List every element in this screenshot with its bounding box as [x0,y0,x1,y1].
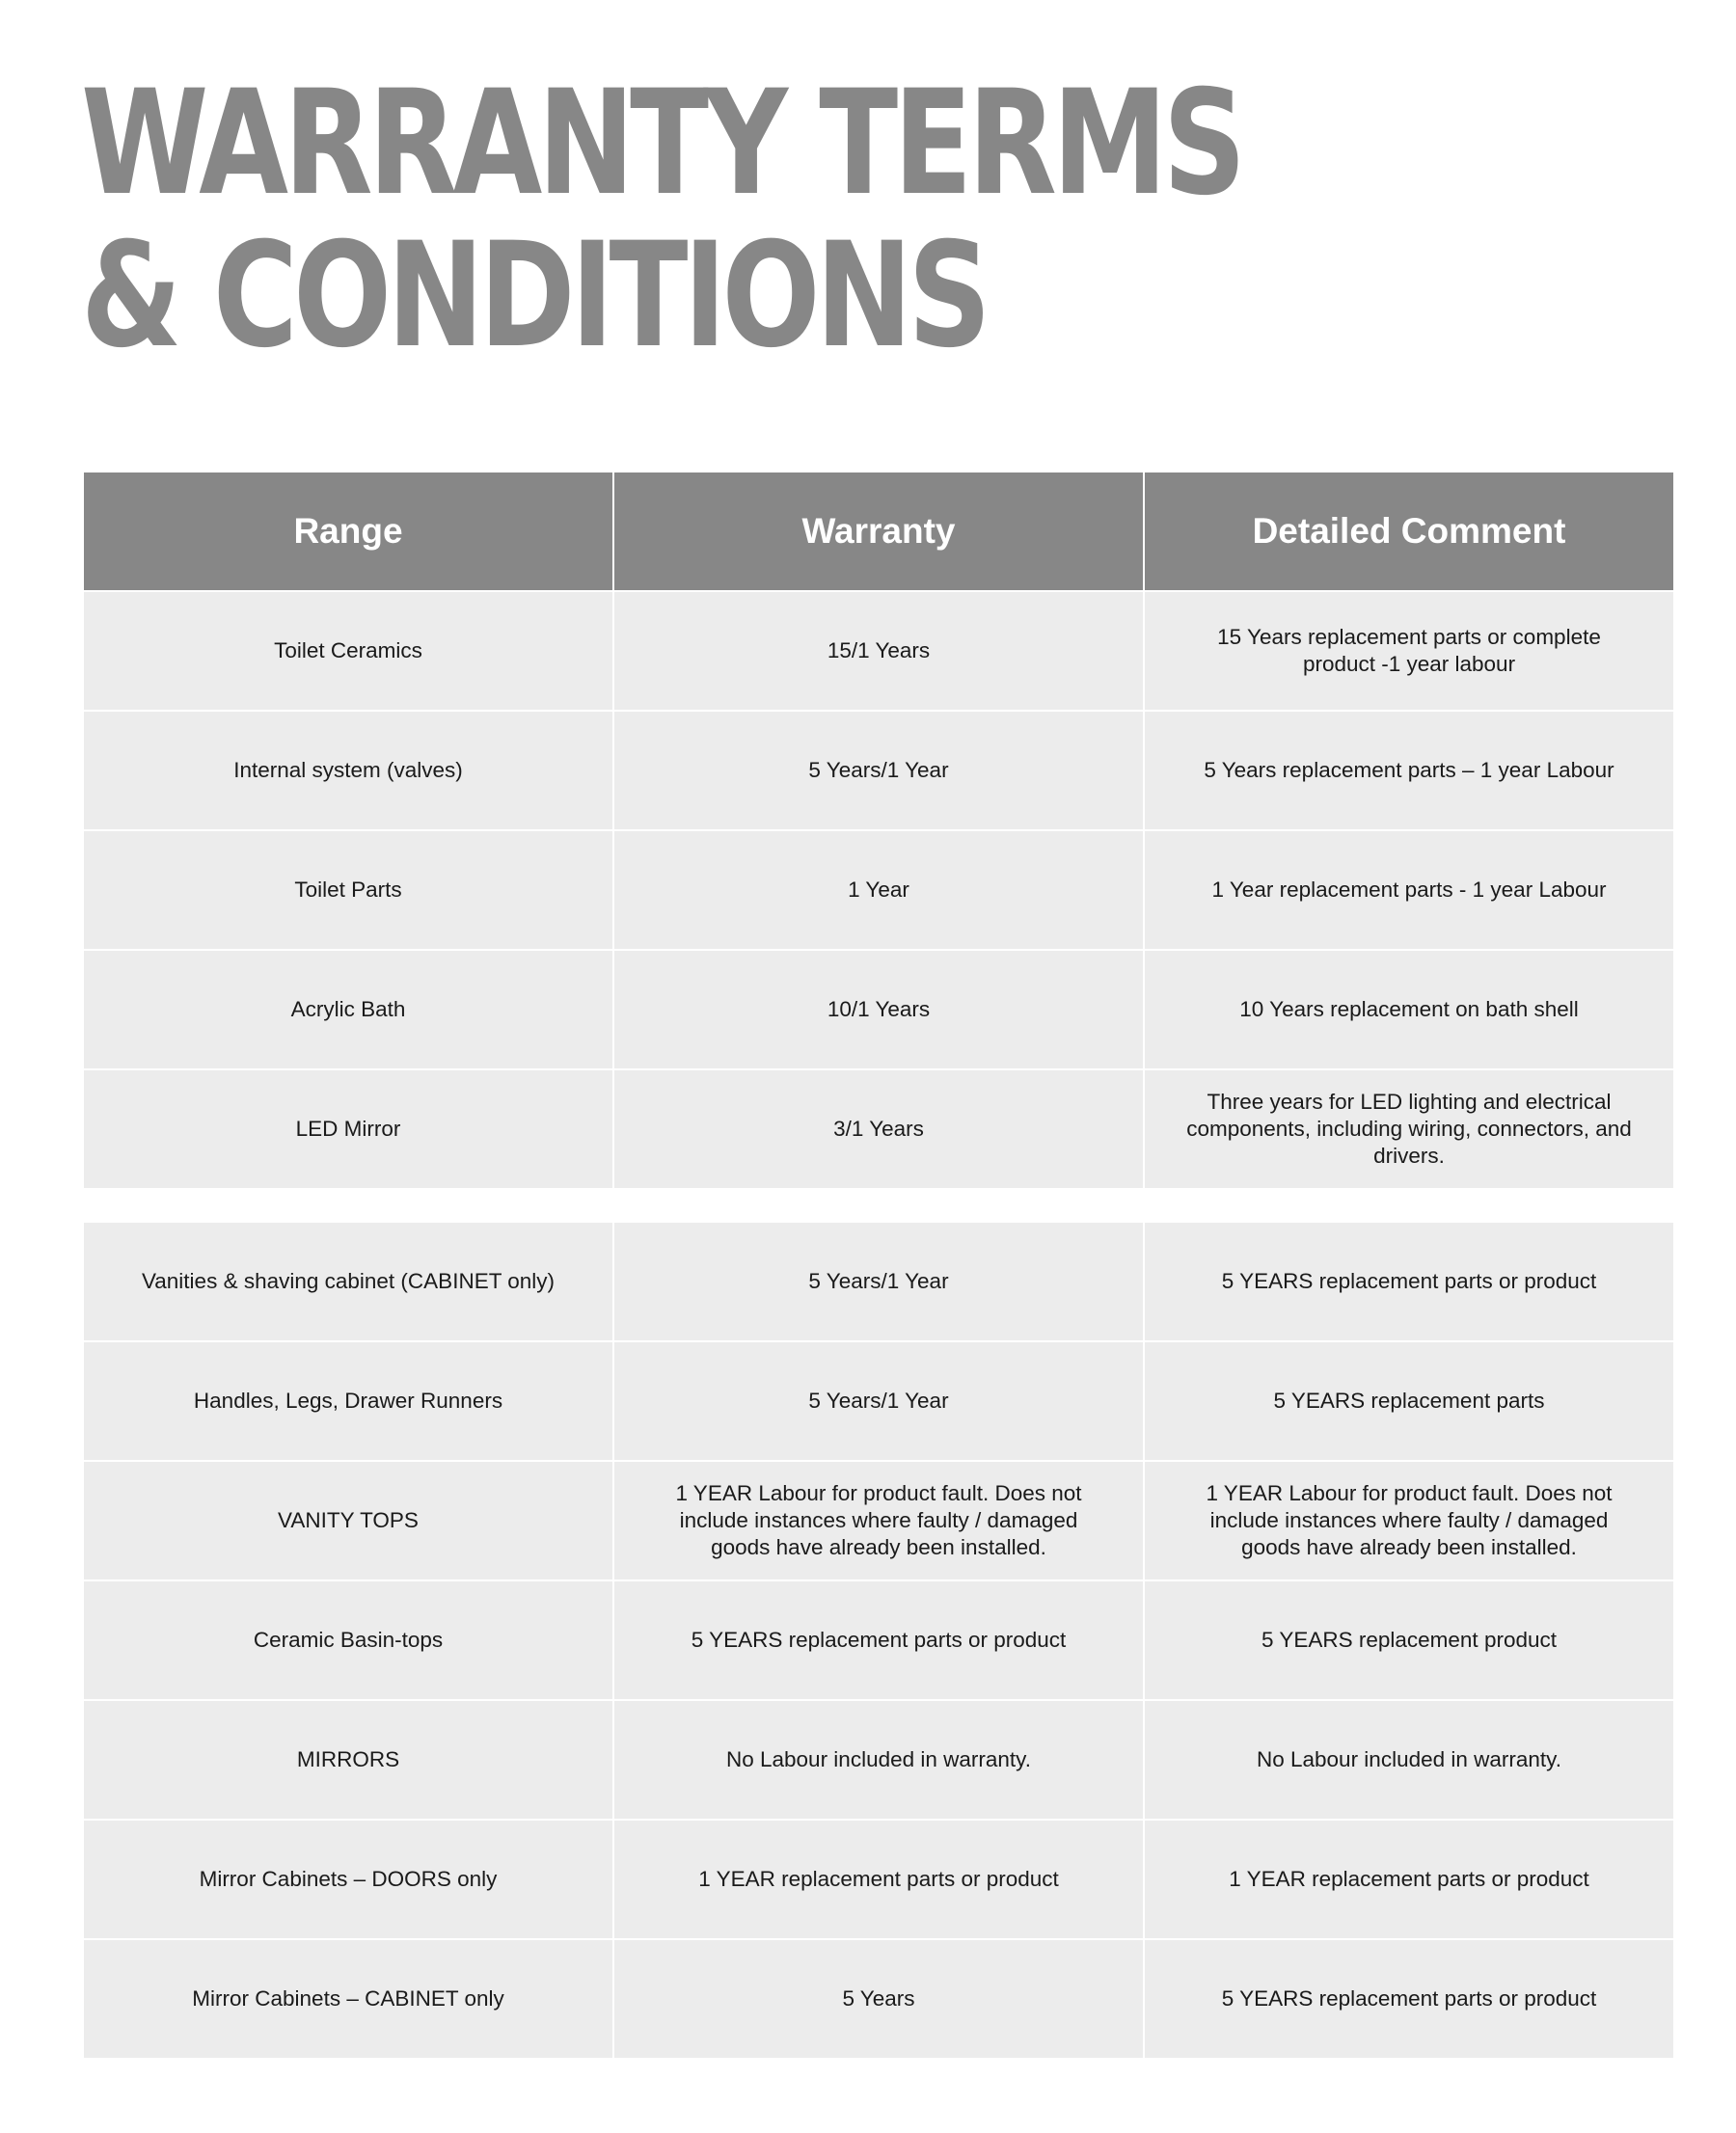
cell-range: Acrylic Bath [83,950,613,1069]
table-row [83,1580,1674,1700]
cell-comment: 1 Year replacement parts - 1 year Labour [1144,830,1674,950]
table-row [83,830,1674,950]
table-row [83,950,1674,1069]
table-row [83,1939,1674,2059]
cell-comment: 10 Years replacement on bath shell [1144,950,1674,1069]
table-row [83,591,1674,711]
header-warranty: Warranty [613,472,1144,591]
table-row [83,1341,1674,1461]
table-row [83,1461,1674,1580]
cell-range: Vanities & shaving cabinet (CABINET only) [83,1222,613,1341]
table-row [83,1222,1674,1341]
cell-range: LED Mirror [83,1069,613,1189]
cell-warranty: No Labour included in warranty. [613,1700,1144,1820]
cell-range: Internal system (valves) [83,711,613,830]
cell-comment: Three years for LED lighting and electrical components, including wiring, connectors, and drivers. [1144,1069,1674,1189]
cell-warranty: 5 Years [613,1939,1144,2059]
table-row [83,711,1674,830]
cell-warranty: 5 Years/1 Year [613,1341,1144,1461]
table-row [83,1069,1674,1189]
cell-warranty: 5 Years/1 Year [613,1222,1144,1341]
page-title-line-2: & CONDITIONS [81,212,987,380]
warranty-table-bathroom [82,471,1675,1190]
cell-warranty: 3/1 Years [613,1069,1144,1189]
cell-comment: 5 YEARS replacement parts [1144,1341,1674,1461]
cell-comment: 5 Years replacement parts – 1 year Labour [1144,711,1674,830]
cell-range: Ceramic Basin-tops [83,1580,613,1700]
header-range: Range [83,472,613,591]
cell-comment: No Labour included in warranty. [1144,1700,1674,1820]
page-title [81,60,1242,380]
cell-range: VANITY TOPS [83,1461,613,1580]
header-detailed-comment: Detailed Comment [1144,472,1674,591]
table-header-row [83,472,1674,591]
cell-warranty: 1 YEAR replacement parts or product [613,1820,1144,1939]
cell-warranty: 5 Years/1 Year [613,711,1144,830]
cell-comment: 5 YEARS replacement parts or product [1144,1222,1674,1341]
cell-warranty: 5 YEARS replacement parts or product [613,1580,1144,1700]
cell-comment: 5 YEARS replacement product [1144,1580,1674,1700]
cell-comment: 15 Years replacement parts or complete product -1 year labour [1144,591,1674,711]
cell-warranty: 1 Year [613,830,1144,950]
cell-range: Handles, Legs, Drawer Runners [83,1341,613,1461]
page-title-line-1: WARRANTY TERMS [81,60,1242,228]
cell-range: Toilet Parts [83,830,613,950]
cell-range: Toilet Ceramics [83,591,613,711]
cell-warranty: 1 YEAR Labour for product fault. Does not include instances where faulty / damaged goods have already been installed. [613,1461,1144,1580]
cell-range: Mirror Cabinets – CABINET only [83,1939,613,2059]
warranty-table-furniture [82,1221,1675,2060]
cell-warranty: 15/1 Years [613,591,1144,711]
table-row [83,1700,1674,1820]
cell-range: MIRRORS [83,1700,613,1820]
cell-comment: 1 YEAR replacement parts or product [1144,1820,1674,1939]
cell-comment: 1 YEAR Labour for product fault. Does not include instances where faulty / damaged goods have already been installed. [1144,1461,1674,1580]
table-row [83,1820,1674,1939]
cell-comment: 5 YEARS replacement parts or product [1144,1939,1674,2059]
cell-warranty: 10/1 Years [613,950,1144,1069]
cell-range: Mirror Cabinets – DOORS only [83,1820,613,1939]
